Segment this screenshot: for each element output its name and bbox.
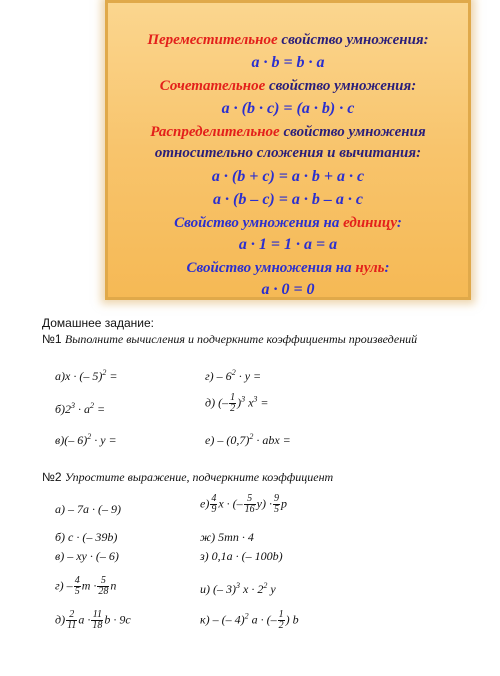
task1-item-d: д) (– $\frac{1}{2}$ )$^3$ $x^3$ = <box>205 392 269 414</box>
task2-item-zh: ж) 5mn · 4 <box>200 530 254 544</box>
commutative-formula: a · b = b · a <box>251 54 325 71</box>
distributive-heading-2: относительно сложения и вычитания: <box>154 145 422 161</box>
associative-heading: Сочетательное свойство умножения: <box>159 78 417 94</box>
task2-item-b: б) c · (– 39b) <box>55 530 118 544</box>
task1-heading: №1 Выполните вычисления и подчеркните коэффициенты произведений <box>42 332 418 346</box>
identity-formula: a · 1 = 1 · a = a <box>238 236 338 253</box>
distributive-heading: Распределительное свойство умножения <box>150 124 426 140</box>
task2-item-k: к) – (– 4)$^2$ a · (– $\frac{1}{2}$ ) b <box>200 609 299 631</box>
task1-item-b: $б)2^3 \cdot a^2$ = <box>55 401 106 416</box>
task2-item-z: з) 0,1a · (– 100b) <box>200 549 283 563</box>
properties-panel <box>105 0 471 300</box>
distributive-formula-add: a · (b + c) = a · b + a · c <box>211 168 365 185</box>
zero-heading: Свойство умножения на нуль: <box>186 260 390 276</box>
task2-item-d: д) $\frac{2}{11}$ a · $\frac{11}{18}$ b · 9c <box>55 609 131 631</box>
zero-formula: a · 0 = 0 <box>261 281 315 298</box>
task2-item-v: в) – xy · (– 6) <box>55 549 119 563</box>
task2-heading: №2 Упростите выражение, подчеркните коэффициент <box>42 470 334 484</box>
distributive-formula-sub: a · (b – c) = a · b – a · c <box>213 191 363 208</box>
homework-title: Домашнее задание: <box>42 316 154 330</box>
task1-item-g: $г) - 6^2 \cdot y$ = <box>205 368 262 383</box>
associative-formula: a · (b · c) = (a · b) · c <box>221 100 355 117</box>
task1-item-a: а)x · (– 5)$^2$ = <box>55 368 118 383</box>
identity-heading: Свойство умножения на единицу: <box>174 215 402 231</box>
task2-item-g: г) – $\frac{4}{5}$ m · $\frac{5}{28}$ n <box>55 575 117 597</box>
task1-item-v: в)(– 6)$^2$ · y = <box>55 432 117 447</box>
commutative-heading: Переместительное свойство умножения: <box>147 32 429 48</box>
task2-item-i: и) (– 3)$^3$ $x \cdot 2^2$ y <box>200 581 276 596</box>
task2-item-a: а) – 7a · (– 9) <box>55 502 121 516</box>
task2-item-e: е) $\frac{4}{9}$ x · (– $\frac{5}{16}$ y) · $\frac{9}{5}$ p <box>200 493 287 515</box>
task1-item-e: $е) - (0,7)^2$ · abx = <box>205 432 291 447</box>
